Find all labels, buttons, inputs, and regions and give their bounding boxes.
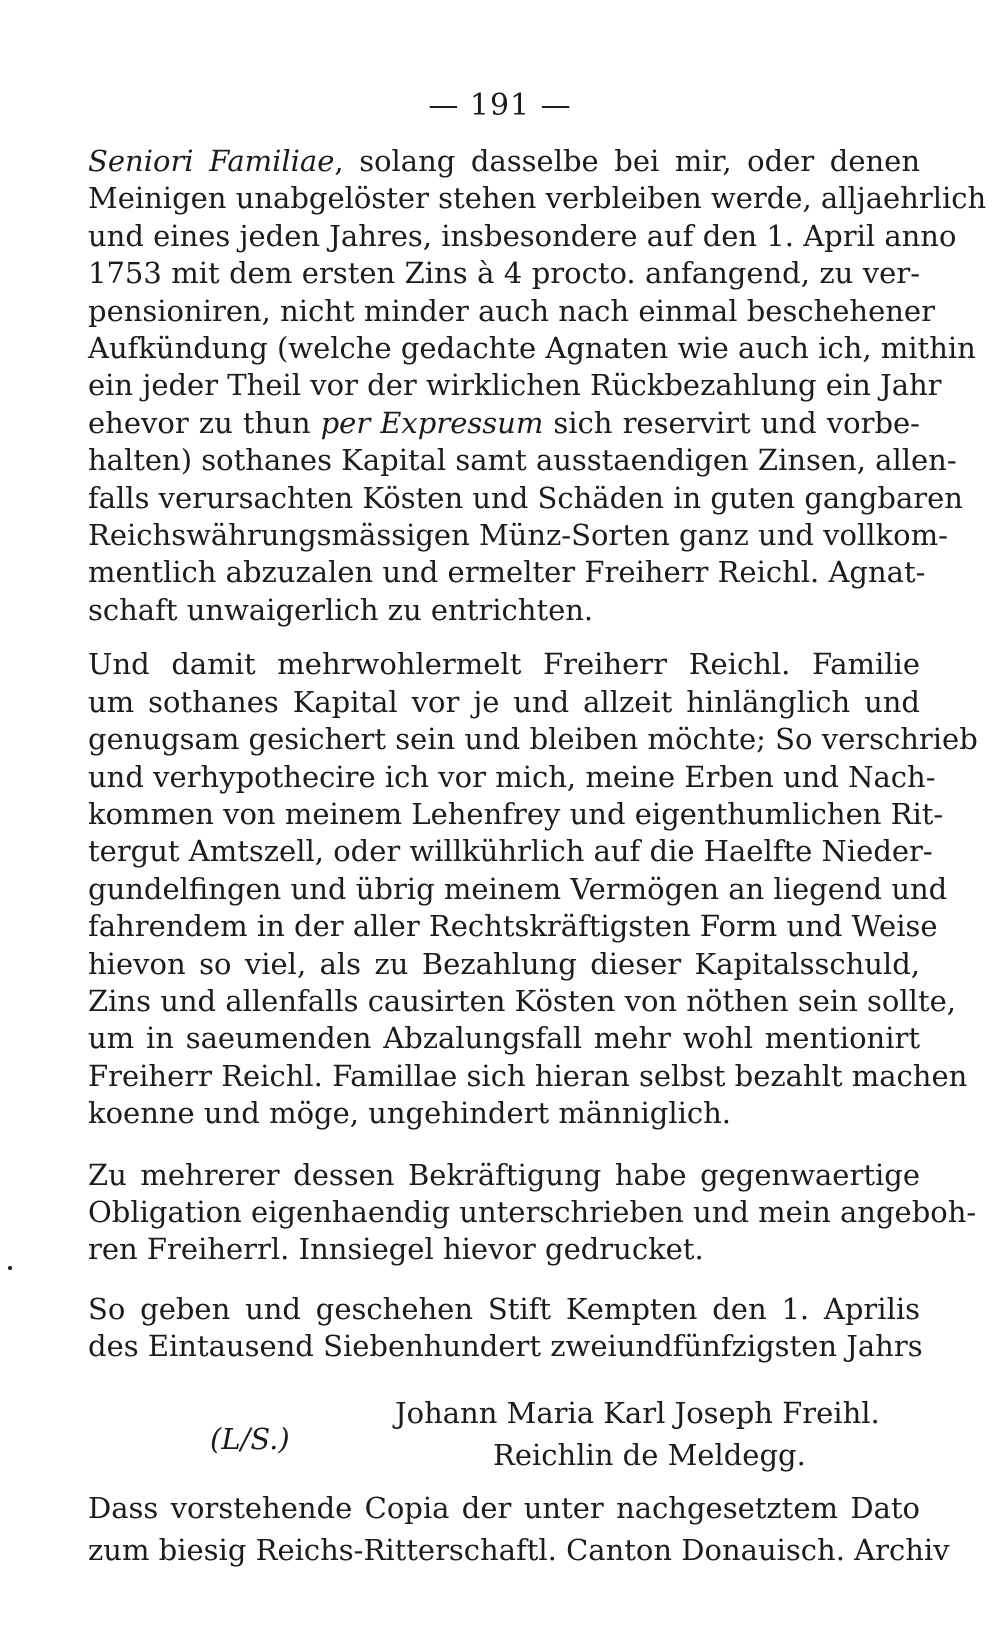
text-line: des Eintausend Siebenhundert zweiundfünfzigsten Jahrs — [88, 1329, 923, 1364]
text-line: um sothanes Kapital vor je und allzeit hinlänglich und — [88, 684, 920, 719]
text-line: Dass vorstehende Copia der unter nachgesetztem Dato — [88, 1491, 920, 1525]
text-line: hievon so viel, als zu Bezahlung dieser Kapitalsschuld, — [88, 946, 920, 981]
paragraph-obligation-terms — [88, 143, 987, 629]
text-line: Zins und allenfalls causirten Kösten von nöthen sein sollte, — [88, 983, 956, 1018]
text-line: pensioniren, nicht minder auch nach einmal beschehener — [88, 293, 935, 328]
text-line: genugsam gesichert sein und bleiben möchte; So verschrieb — [88, 722, 978, 757]
text-line: Obligation eigenhaendig unterschrieben und mein angeboh- — [88, 1194, 977, 1229]
text-fragment: ehevor zu thun — [88, 405, 321, 440]
text-line: zum biesig Reichs-Ritterschaftl. Canton Donauisch. Archiv — [88, 1533, 950, 1567]
latin-phrase: per Expressum — [320, 405, 544, 440]
text-line: schaft unwaigerlich zu entrichten. — [88, 592, 594, 627]
text-line: kommen von meinem Lehenfrey und eigenthumlichen Rit- — [88, 796, 944, 831]
text-line: 1753 mit dem ersten Zins à 4 procto. anfangend, zu ver- — [88, 256, 920, 291]
margin-mark — [8, 1266, 12, 1270]
closing-paragraph — [88, 1487, 950, 1571]
text-line: Aufkündung (welche gedachte Agnaten wie auch ich, mithin — [88, 331, 976, 366]
latin-phrase: Seniori Familiae — [88, 144, 335, 178]
text-line: koenne und möge, ungehindert männiglich. — [88, 1096, 732, 1131]
text-line — [88, 143, 920, 180]
paragraph-date-place — [88, 1291, 923, 1366]
seal-mark: (L/S.) — [210, 1422, 290, 1456]
text-line: tergut Amtszell, oder willkührlich auf die Haelfte Nieder- — [88, 834, 933, 869]
text-line: ein jeder Theil vor der wirklichen Rückbezahlung ein Jahr — [88, 368, 942, 403]
text-line: um in saeumenden Abzalungsfall mehr wohl mentionirt — [88, 1021, 920, 1056]
text-line: falls verursachten Kösten und Schäden in guten gangbaren — [88, 480, 963, 515]
text-line: fahrendem in der aller Rechtskräftigsten Form und Weise — [88, 909, 938, 944]
body-text — [88, 143, 987, 1366]
text-line: Meinigen unabgelöster stehen verbleiben werde, alljaehrlich — [88, 181, 987, 216]
signer-line-2: Reichlin de Meldegg. — [493, 1438, 806, 1472]
paragraph-hypothec — [88, 646, 978, 1132]
text-line: halten) sothanes Kapital samt ausstaendigen Zinsen, allen- — [88, 443, 957, 478]
text-line — [88, 405, 920, 442]
paragraph-confirmation — [88, 1157, 977, 1269]
text-line: Zu mehrerer dessen Bekräftigung habe gegenwaertige — [88, 1157, 920, 1192]
text-line: und eines jeden Jahres, insbesondere auf den 1. April anno — [88, 218, 957, 253]
page-number: — 191 — — [428, 88, 572, 123]
signer-line-1: Johann Maria Karl Joseph Freihl. — [395, 1396, 880, 1430]
signer-name — [395, 1392, 880, 1476]
signature-block — [0, 1392, 1000, 1482]
text-line: mentlich abzuzalen und ermelter Freiherr Reichl. Agnat- — [88, 555, 926, 590]
text-line: und verhypothecire ich vor mich, meine Erben und Nach- — [88, 759, 936, 794]
text-fragment: , solang dasselbe bei mir, oder denen — [334, 144, 921, 178]
text-line: Und damit mehrwohlermelt Freiherr Reichl. Familie — [88, 647, 920, 682]
text-line: So geben und geschehen Stift Kempten den 1. Aprilis — [88, 1291, 920, 1326]
text-line: gundelfingen und übrig meinem Vermögen an liegend und — [88, 871, 948, 906]
text-line: Reichswährungsmässigen Münz-Sorten ganz und vollkom- — [88, 518, 948, 553]
text-fragment: sich reservirt und vorbe- — [543, 405, 920, 440]
text-line: Freiherr Reichl. Famillae sich hieran selbst bezahlt machen — [88, 1058, 968, 1093]
text-line: ren Freiherrl. Innsiegel hievor gedrucket. — [88, 1232, 704, 1267]
